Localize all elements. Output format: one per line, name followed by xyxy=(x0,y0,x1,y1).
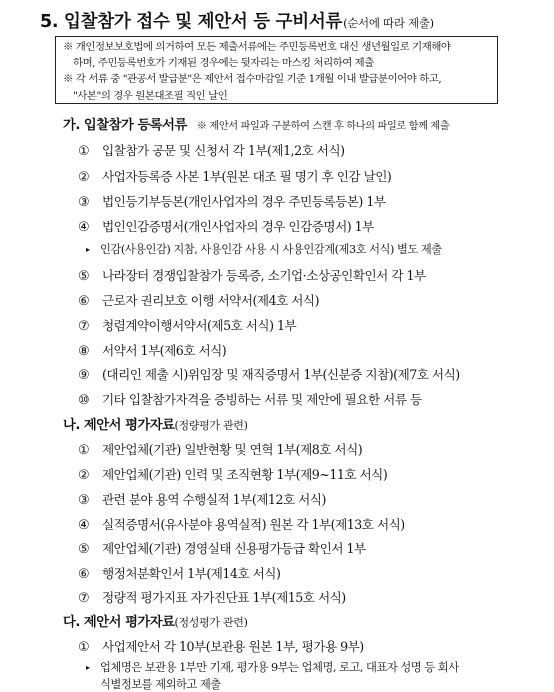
section-a-header xyxy=(63,114,449,133)
list-item xyxy=(78,315,296,334)
item-marker: ⑤ xyxy=(78,542,90,557)
arrow-bullet-icon: ▸ xyxy=(86,663,90,672)
section-number: 가. xyxy=(63,118,80,133)
item-text: 제안업체(기관) 경영실태 신용평가등급 확인서 1부 xyxy=(102,541,366,556)
item-text: 나라장터 경쟁입찰참가 등록증, 소기업·소상공인확인서 각 1부 xyxy=(102,268,426,283)
notice-line: "사본"의 경우 원본대조필 직인 날인 xyxy=(73,89,228,102)
list-item xyxy=(78,563,280,582)
item-marker: ① xyxy=(78,144,90,159)
section-label: 입찰참가 등록서류 xyxy=(83,118,187,133)
item-marker: ④ xyxy=(78,518,90,533)
item-marker: ⑦ xyxy=(78,591,90,606)
item-marker: ② xyxy=(78,468,90,483)
item-marker: ⑨ xyxy=(78,368,90,383)
item-text: 법인인감증명서(개인사업자의 경우 인감증명서) 1부 xyxy=(102,219,374,234)
list-item xyxy=(78,140,345,159)
notice-line: 하며, 주민등록번호가 기재된 경우에는 뒷자리는 마스킹 처리하여 제출 xyxy=(73,57,374,70)
item-text: 사업자등록증 사본 1부(원본 대조 필 명기 후 인감 날인) xyxy=(102,169,392,184)
item-text: 입찰참가 공문 및 신청서 각 1부(제1,2호 서식) xyxy=(102,143,345,158)
list-item xyxy=(78,191,386,210)
section-label: 제안서 평가자료 xyxy=(83,615,175,630)
item-marker: ③ xyxy=(78,195,90,210)
page-title xyxy=(40,8,434,33)
item-text: 법인등기부등본(개인사업자의 경우 주민등록등본) 1부 xyxy=(102,194,386,209)
arrow-bullet-icon: ▸ xyxy=(86,245,90,254)
list-item xyxy=(78,439,362,458)
section-sub: (정량평가 관련) xyxy=(174,419,248,432)
item-text: 업체명은 보관용 1부만 기재, 평가용 9부는 업체명, 로고, 대표자 성명 등 회사 xyxy=(100,661,459,674)
item-text: 식별정보를 제외하고 제출 xyxy=(100,678,221,691)
list-item xyxy=(78,166,391,185)
list-item xyxy=(78,538,366,557)
list-item xyxy=(78,216,374,235)
item-marker: ③ xyxy=(78,493,90,508)
page-title-sub: (순서에 따라 제출) xyxy=(343,16,434,30)
item-marker: ⑥ xyxy=(78,294,90,309)
notice-box xyxy=(55,36,498,104)
page-title-main: 5. 입찰참가 접수 및 제안서 등 구비서류 xyxy=(40,12,343,32)
item-text: 인감(사용인감) 지참, 사용인감 사용 시 사용인감계(제3호 서식) 별도 제출 xyxy=(100,243,442,256)
list-item xyxy=(78,587,346,606)
item-text: 제안업체(기관) 일반현황 및 연혁 1부(제8호 서식) xyxy=(102,442,363,457)
list-item xyxy=(78,290,319,309)
item-text: 기타 입찰참가자격을 증빙하는 서류 및 제안에 필요한 서류 등 xyxy=(102,392,422,407)
item-text: (대리인 제출 시)위임장 및 재직증명서 1부(신분증 지참)(제7호 서식) xyxy=(102,367,460,382)
section-number: 나. xyxy=(63,418,80,433)
item-marker: ① xyxy=(78,640,90,655)
list-item xyxy=(78,489,326,508)
list-item xyxy=(78,364,460,383)
list-item xyxy=(78,389,422,408)
notice-line: ※ 개인정보보호법에 의거하여 모든 제출서류에는 주민등록번호 대신 생년월일로 기재해야 xyxy=(63,41,451,53)
item-marker: ⑦ xyxy=(78,319,90,334)
item-marker: ⑤ xyxy=(78,269,90,284)
list-item xyxy=(78,636,364,655)
bullet-continuation xyxy=(100,676,221,692)
item-text: 서약서 1부(제6호 서식) xyxy=(102,343,227,358)
section-c-header xyxy=(63,611,248,630)
item-marker: ⑥ xyxy=(78,567,90,582)
section-sub: (정성평가 관련) xyxy=(174,616,248,629)
item-text: 실적증명서(유사분야 용역실적) 원본 각 1부(제13호 서식) xyxy=(102,517,405,532)
notice-line: ※ 각 서류 중 "관공서 발급분"은 제안서 접수마감일 기준 1개월 이내 발급분이어야 하고, xyxy=(63,73,442,86)
list-item xyxy=(78,464,387,483)
section-number: 다. xyxy=(63,615,80,630)
item-marker: ⑧ xyxy=(78,344,90,359)
item-text: 정량적 평가지표 자가진단표 1부(제15호 서식) xyxy=(102,590,346,605)
bullet-item xyxy=(86,659,459,675)
item-text: 사업제안서 각 10부(보관용 원본 1부, 평가용 9부) xyxy=(102,639,364,654)
item-text: 행정처분확인서 1부(제14호 서식) xyxy=(102,566,281,581)
list-item xyxy=(78,514,405,533)
item-marker: ② xyxy=(78,170,90,185)
item-marker: ⑩ xyxy=(78,393,90,408)
section-label: 제안서 평가자료 xyxy=(83,418,175,433)
section-b-header xyxy=(63,414,248,433)
list-item xyxy=(78,340,226,359)
item-marker: ④ xyxy=(78,220,90,235)
item-text: 관련 분야 용역 수행실적 1부(제12호 서식) xyxy=(102,492,326,507)
item-text: 제안업체(기관) 인력 및 조직현황 1부(제9~11호 서식) xyxy=(102,467,388,482)
section-note: ※ 제안서 파일과 구분하여 스캔 후 하나의 파일로 함께 제출 xyxy=(196,121,450,132)
item-text: 청렴계약이행서약서(제5호 서식) 1부 xyxy=(102,318,297,333)
item-marker: ① xyxy=(78,443,90,458)
list-item xyxy=(78,265,426,284)
bullet-item xyxy=(86,241,442,257)
item-text: 근로자 권리보호 이행 서약서(제4호 서식) xyxy=(102,293,320,308)
